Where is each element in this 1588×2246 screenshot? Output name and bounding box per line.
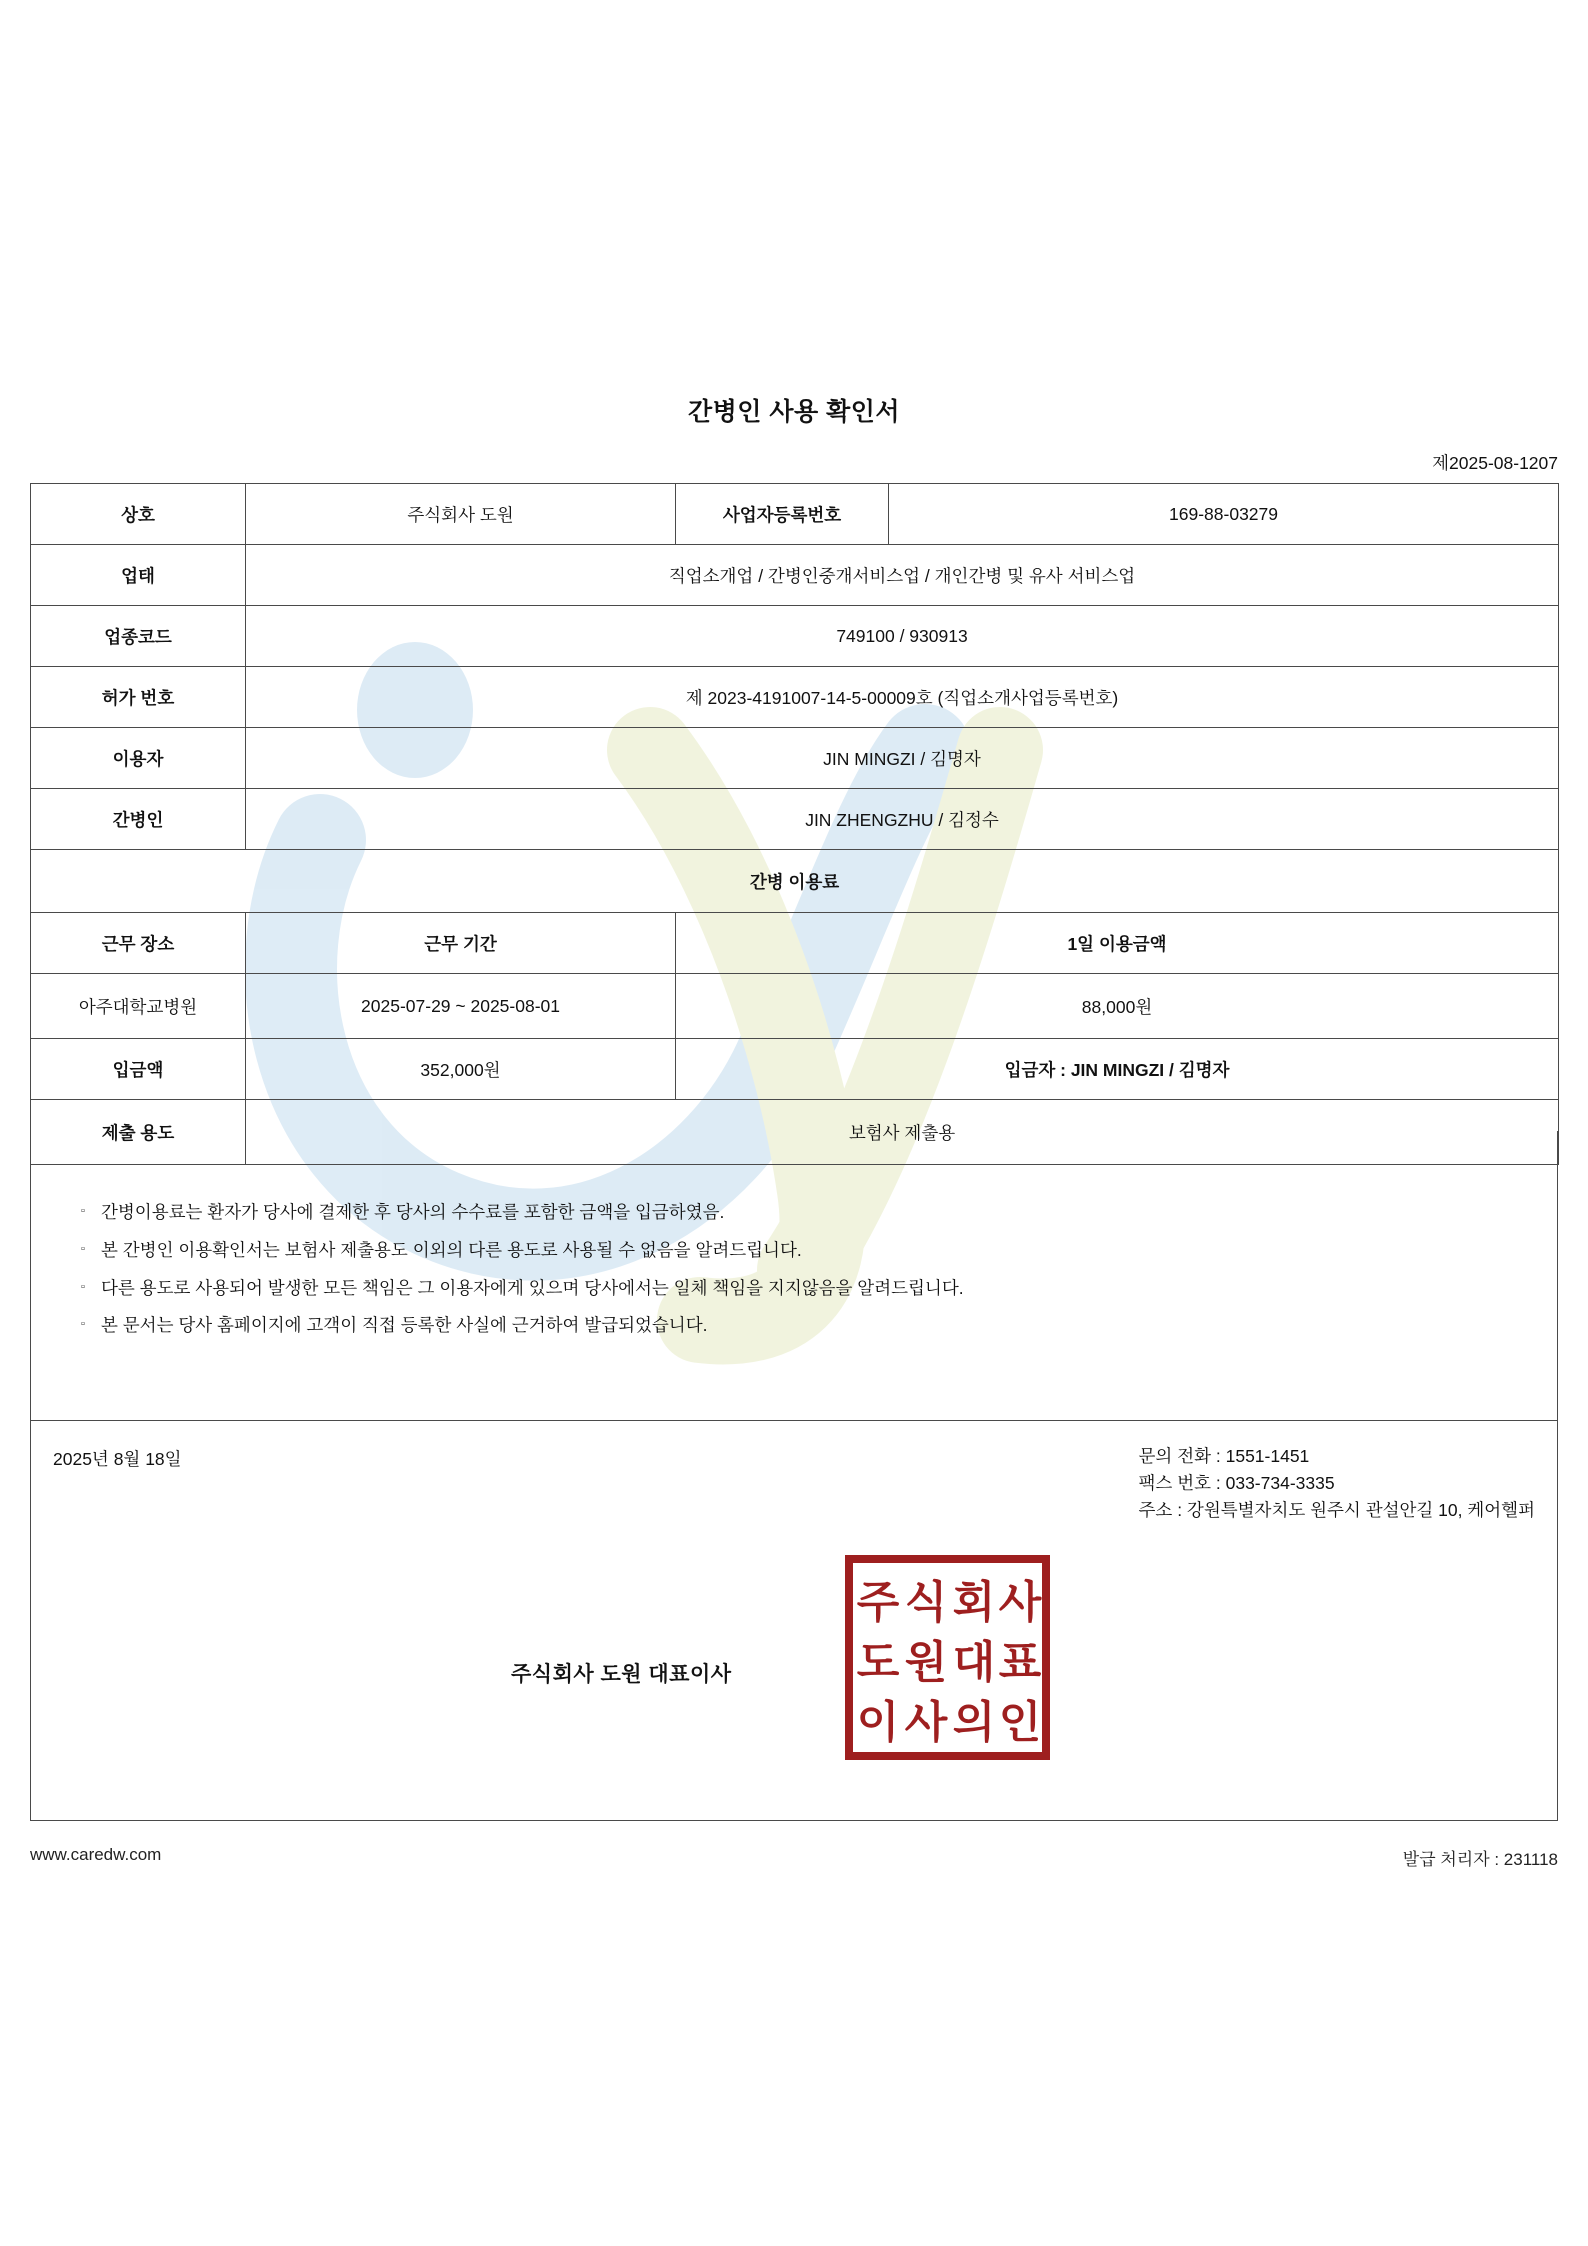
caregiver-label: 간병인 [31, 789, 246, 850]
table-row [31, 545, 1559, 606]
work-period-value: 2025-07-29 ~ 2025-08-01 [246, 974, 676, 1039]
company-name-value: 주식회사 도원 [246, 484, 676, 545]
daily-amount-header: 1일 이용금액 [676, 913, 1559, 974]
depositor-value: 입금자 : JIN MINGZI / 김명자 [676, 1039, 1559, 1100]
note-text: 본 문서는 당사 홈페이지에 고객이 직접 등록한 사실에 근거하여 발급되었습니다. [101, 1315, 708, 1336]
notes-section [30, 1131, 1558, 1421]
contact-info [1139, 1443, 1535, 1524]
square-bullet-icon: ▫ [81, 1205, 85, 1217]
footer-section [30, 1421, 1558, 1821]
user-value: JIN MINGZI / 김명자 [246, 728, 1559, 789]
signature-line: 주식회사 도원 대표이사 [511, 1663, 732, 1686]
purpose-value: 보험사 제출용 [246, 1100, 1559, 1165]
daily-amount-value: 88,000원 [676, 974, 1559, 1039]
list-item [81, 1277, 1501, 1300]
caregiver-value: JIN ZHENGZHU / 김정수 [246, 789, 1559, 850]
website-footer: www.caredw.com [30, 1845, 162, 1864]
industry-code-value: 749100 / 930913 [246, 606, 1559, 667]
phone-line: 문의 전화 : 1551-1451 [1138, 1446, 1310, 1466]
user-label: 이용자 [31, 728, 246, 789]
svg-text:의: 의 [952, 1697, 996, 1748]
note-text: 본 간병인 이용확인서는 보험사 제출용도 이외의 다른 용도로 사용될 수 없음을 알려드립니다. [101, 1239, 802, 1260]
license-number-label: 허가 번호 [31, 667, 246, 728]
fax-line: 팩스 번호 : 033-734-3335 [1138, 1473, 1335, 1494]
issue-date: 2025년 8월 18일 [53, 1449, 182, 1469]
table-row [31, 789, 1559, 850]
fee-header-row [31, 913, 1559, 974]
svg-text:식: 식 [904, 1577, 948, 1628]
business-type-value: 직업소개업 / 간병인중개서비스업 / 개인간병 및 유사 서비스업 [246, 545, 1559, 606]
table-row [31, 606, 1559, 667]
svg-text:도: 도 [856, 1637, 900, 1688]
work-place-value: 아주대학교병원 [31, 974, 246, 1039]
company-name-label: 상호 [31, 484, 246, 545]
note-text: 다른 용도로 사용되어 발생한 모든 책임은 그 이용자에게 있으며 당사에서는 일체 책임을 지지않음을 알려드립니다. [101, 1277, 964, 1298]
square-bullet-icon: ▫ [81, 1280, 85, 1293]
list-item [81, 1314, 1501, 1337]
business-type-label: 업태 [31, 545, 246, 606]
business-number-label: 사업자등록번호 [676, 484, 889, 545]
address-line: 주소 : 강원특별자치도 원주시 관설안길 10, 케어헬퍼 [1138, 1500, 1535, 1521]
work-place-header: 근무 장소 [31, 913, 246, 974]
deposit-label: 입금액 [31, 1039, 246, 1100]
certificate-table [30, 483, 1559, 1165]
svg-text:회: 회 [952, 1577, 996, 1628]
page-title: 간병인 사용 확인서 [687, 398, 901, 426]
business-number-value: 169-88-03279 [889, 484, 1559, 545]
note-text: 간병이용료는 환자가 당사에 결제한 후 당사의 수수료를 포함한 금액을 입금하였음. [101, 1202, 725, 1222]
svg-text:이: 이 [856, 1697, 900, 1748]
list-item [81, 1239, 1501, 1262]
square-bullet-icon: ▫ [81, 1318, 85, 1331]
svg-text:원: 원 [904, 1637, 948, 1688]
square-bullet-icon: ▫ [81, 1242, 85, 1255]
table-row [31, 484, 1559, 545]
document-number: 제2025-08-1207 [1432, 453, 1558, 473]
fee-section-heading: 간병 이용료 [31, 850, 1559, 913]
deposit-row [31, 1039, 1559, 1100]
svg-text:사: 사 [998, 1577, 1042, 1628]
purpose-label: 제출 용도 [31, 1100, 246, 1165]
issuer-footer: 발급 처리자 : 231118 [1402, 1850, 1558, 1869]
svg-text:사: 사 [904, 1697, 948, 1748]
table-row [31, 667, 1559, 728]
work-period-header: 근무 기간 [246, 913, 676, 974]
deposit-value: 352,000원 [246, 1039, 676, 1100]
fee-data-row [31, 974, 1559, 1039]
license-number-value: 제 2023-4191007-14-5-00009호 (직업소개사업등록번호) [246, 667, 1559, 728]
company-seal-icon [845, 1555, 1050, 1760]
svg-text:대: 대 [952, 1637, 996, 1688]
svg-text:인: 인 [998, 1697, 1042, 1748]
list-item [81, 1201, 1501, 1224]
fee-section-heading-row [31, 850, 1559, 913]
notes-list [81, 1201, 1501, 1352]
svg-text:주: 주 [856, 1577, 900, 1628]
svg-text:표: 표 [998, 1637, 1042, 1688]
industry-code-label: 업종코드 [31, 606, 246, 667]
table-row [31, 728, 1559, 789]
